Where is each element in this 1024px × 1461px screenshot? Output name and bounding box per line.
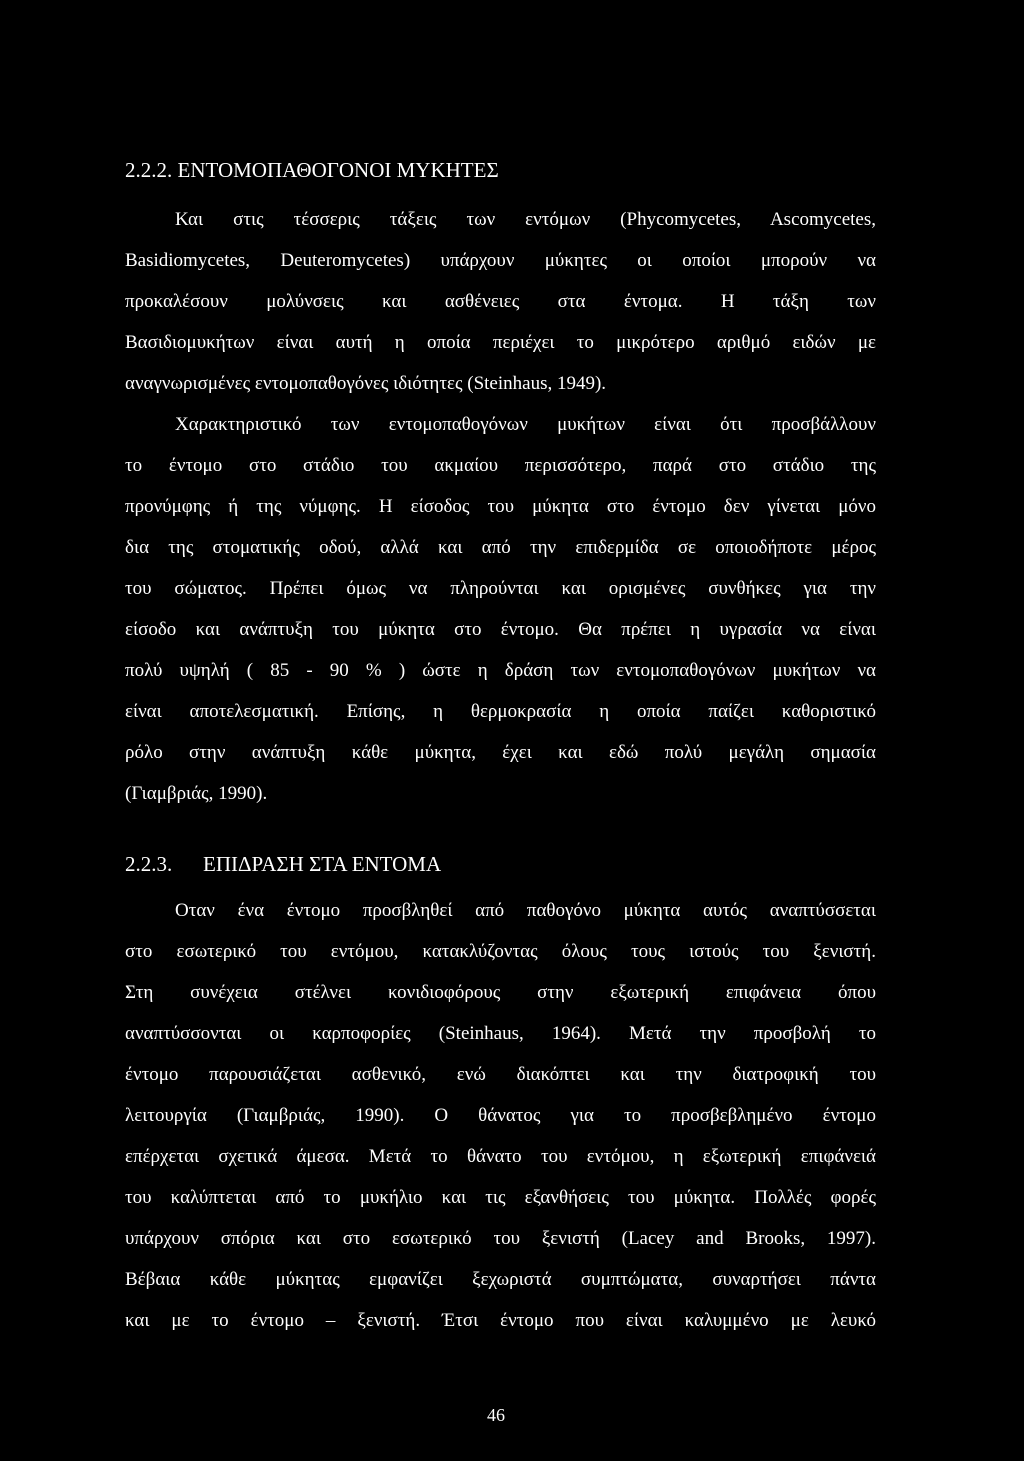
text-line: και με το έντομο – ξενιστή. Έτσι έντομο που είναι καλυμμένο με λευκό: [125, 1310, 876, 1331]
text-line: υπάρχουν σπόρια και στο εσωτερικό του ξενιστή (Lacey and Brooks, 1997).: [125, 1228, 876, 1249]
text-line: Και στις τέσσερις τάξεις των εντόμων (Phycomycetes, Ascomycetes,: [175, 209, 876, 230]
text-line: επέρχεται σχετικά άμεσα. Μετά το θάνατο του εντόμου, η εξωτερική επιφάνειά: [125, 1146, 876, 1167]
section-heading-entomopathogenic-fungi: 2.2.2. ΕΝΤΟΜΟΠΑΘΟΓΟΝΟΙ ΜΥΚΗΤΕΣ: [125, 158, 499, 182]
text-line: προνύμφης ή της νύμφης. Η είσοδος του μύκητα στο έντομο δεν γίνεται μόνο: [125, 496, 876, 517]
page-number: 46: [487, 1405, 505, 1425]
text-line: στο εσωτερικό του εντόμου, κατακλύζοντας όλους τους ιστούς του ξενιστή.: [125, 941, 876, 962]
text-line: προκαλέσουν μολύνσεις και ασθένειες στα έντομα. Η τάξη των: [125, 291, 876, 312]
text-line: (Γιαμβριάς, 1990).: [125, 783, 268, 804]
text-line: αναπτύσσονται οι καρποφορίες (Steinhaus, 1964). Μετά την προσβολή το: [125, 1023, 876, 1044]
text-line: είναι αποτελεσματική. Επίσης, η θερμοκρασία η οποία παίζει καθοριστικό: [125, 701, 876, 722]
text-line: Basidiomycetes, Deuteromycetes) υπάρχουν μύκητες οι οποίοι μπορούν να: [125, 250, 876, 271]
text-line: πολύ υψηλή ( 85 - 90 % ) ώστε η δράση των εντομοπαθογόνων μυκήτων να: [125, 660, 876, 681]
text-line: του σώματος. Πρέπει όμως να πληρούνται και ορισμένες συνθήκες για την: [125, 578, 876, 599]
text-line: το έντομο στο στάδιο του ακμαίου περισσότερο, παρά στο στάδιο της: [125, 455, 876, 476]
text-line: δια της στοματικής οδού, αλλά και από την επιδερμίδα σε οποιοδήποτε μέρος: [125, 537, 876, 558]
section-number: 2.2.3.: [125, 852, 173, 876]
section-title: ΕΠΙΔΡΑΣΗ ΣΤΑ ΕΝΤΟΜΑ: [203, 852, 442, 876]
section-heading-effect-on-insects: [125, 851, 441, 877]
text-line: αναγνωρισμένες εντομοπαθογόνες ιδιότητες (Steinhaus, 1949).: [125, 373, 607, 394]
text-line: του καλύπτεται από το μυκήλιο και τις εξανθήσεις του μύκητα. Πολλές φορές: [125, 1187, 876, 1208]
text-line: Βασιδιομυκήτων είναι αυτή η οποία περιέχει το μικρότερο αριθμό ειδών με: [125, 332, 876, 353]
text-line: λειτουργία (Γιαμβριάς, 1990). Ο θάνατος για το προσβεβλημένο έντομο: [125, 1105, 876, 1126]
text-line: είσοδο και ανάπτυξη του μύκητα στο έντομο. Θα πρέπει η υγρασία να είναι: [125, 619, 876, 640]
text-line: Χαρακτηριστικό των εντομοπαθογόνων μυκήτων είναι ότι προσβάλλουν: [175, 414, 876, 435]
text-line: ρόλο στην ανάπτυξη κάθε μύκητα, έχει και εδώ πολύ μεγάλη σημασία: [125, 742, 876, 763]
text-line: Οταν ένα έντομο προσβληθεί από παθογόνο μύκητα αυτός αναπτύσσεται: [175, 900, 876, 921]
text-line: Στη συνέχεια στέλνει κονιδιοφόρους στην εξωτερική επιφάνεια όπου: [125, 982, 876, 1003]
text-line: Βέβαια κάθε μύκητας εμφανίζει ξεχωριστά συμπτώματα, συναρτήσει πάντα: [125, 1269, 876, 1290]
text-line: έντομο παρουσιάζεται ασθενικό, ενώ διακόπτει και την διατροφική του: [125, 1064, 876, 1085]
